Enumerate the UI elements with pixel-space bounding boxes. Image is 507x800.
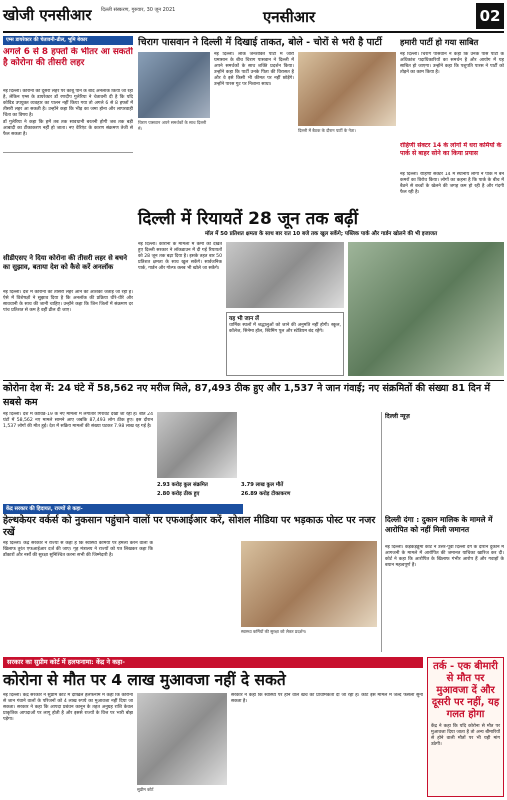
right-body-2: [400, 172, 504, 204]
top-story-headline[interactable]: चिराग पासवान ने दिल्ली में दिखाई ताकत, बोले - चोरों से भरी है पार्टी: [138, 37, 382, 48]
chirag-photo: [138, 52, 210, 118]
delhi-news-body-text: नई दिल्ली। कड़कड़डूमा कोर्ट ने उत्तर-पूर्वी दिल्ली दंगे के दौरान दुकान में आगजनी के मामले में आरोपित की जमानत याचिका खारिज कर दी। कोर्ट ने कहा कि आरोपित के खिलाफ गंभीर आरोप हैं और गवाहों के बयान महत्वपूर्ण हैं।: [385, 545, 504, 568]
kendra-body: [3, 541, 153, 653]
page-number: 02: [476, 3, 504, 29]
issue-line: दिल्ली संस्करण, गुरुवार, 30 जून 2021: [101, 7, 176, 13]
left-body-1-text: नई दिल्ली। कोरोना की दूसरी लहर पर काबू पाने के बाद अनलॉक किया जा रहा है, लेकिन एम्स के डायरेक्टर डॉ रणदीप गुलेरिया ने चेतावनी दी है कि यदि कोविड उपयुक्त व्यवहार का पालन नहीं किया गया तो अगले 6 से 8 हफ्तों में तीसरी लहर आ सकती है। उन्होंने कहा कि भीड़ का जमा होना और लापरवाही चिंता का विषय है।: [3, 89, 133, 118]
kendra-body-text: नई दिल्ली। केंद्र सरकार ने राज्यों से कहा है कि स्वास्थ्य कर्मियों पर हमला करने वालों के खिलाफ तुरंत एफआईआर दर्ज की जाए। गृह मंत्रालय ने राज्यों को पत्र लिखकर कहा कि डॉक्टरों और नर्सों की सुरक्षा सुनिश्चित करना सभी की जिम्मेदारी है।: [3, 541, 153, 558]
info-box-body: धार्मिक स्थलों में श्रद्धालुओं को जाने की अनुमति नहीं होगी। स्कूल, कॉलेज, सिनेमा हॉल, स्विमिंग पूल और स्टेडियम बंद रहेंगे।: [229, 323, 341, 334]
left-body-1: [3, 89, 133, 151]
left-headline[interactable]: अगले 6 से 8 हफ्तों के भीतर आ सकती है कोरोना की तीसरी लहर: [3, 47, 133, 68]
left-subhead[interactable]: सीडीएसए ने दिया कोरोना की तीसरी लहर से बचने का सुझाव, बताया देश को कैसे करें अनलॉक: [3, 254, 128, 271]
side-box: [427, 657, 504, 797]
corona-body-text: नई दिल्ली। देश में कोविड-19 के नए मामलों में लगातार गिरावट देखी जा रही है। बीते 24 घंटों में 58,562 नए मामले सामने आए जबकि 87,493 लोग ठीक हुए। इस दौरान 1,537 लोगों की मौत हुई। देश में सक्रिय मामलों की संख्या घटकर 7.98 लाख रह गई है।: [3, 412, 153, 429]
kendra-headline[interactable]: हेल्थकेयर वर्कर्स को नुकसान पहुंचाने वालों पर एफआईआर करें, सोशल मीडिया पर भड़काऊ पोस्ट पर नजर रखें: [3, 515, 376, 538]
divider: [3, 152, 133, 153]
delhi-news-label: दिल्ली न्यूज़: [385, 413, 410, 420]
info-box: [226, 312, 344, 376]
delhi-news-headline[interactable]: दिल्ली दंगा : दुकान मालिक के मामले में आरोपित को नहीं मिली जमानत: [385, 515, 493, 534]
stat-3: 3.79 लाख कुल मौतें: [241, 482, 284, 488]
kendra-caption: स्वास्थ्य कर्मियों की सुरक्षा को लेकर प्रदर्शन।: [241, 629, 307, 634]
stat-1: 2.93 करोड़ कुल संक्रमित: [157, 482, 208, 488]
top-story-caption-2: दिल्ली में बैठक के दौरान पार्टी के नेता।: [298, 128, 356, 133]
supreme-court-body-2: [231, 693, 423, 797]
top-story-body: [214, 52, 294, 182]
left-body-2-text: डॉ गुलेरिया ने कहा कि हमें तब तक सावधानी बरतनी होगी जब तक बड़ी आबादी का टीकाकरण नहीं हो जाता। नए वेरिएंट के कारण संक्रमण तेजी से फैल सकता है।: [3, 120, 133, 137]
meeting-photo: [298, 52, 396, 126]
right-story-body: [400, 52, 504, 140]
left-body-3: [3, 290, 133, 378]
right-subhead[interactable]: रोहिणी सेक्टर 14 के लोगों में धरा कर्मियों के पार्क से बाहर सोने का किया प्रयास: [400, 142, 502, 157]
top-story-caption-1: चिराग पासवान अपने समर्थकों के साथ दिल्ली में।: [138, 120, 207, 131]
india-gate-photo: [226, 242, 344, 308]
stat-4: 26.89 करोड़ टीकाकरण: [241, 491, 291, 497]
stat-2: 2.80 करोड़ ठीक हुए: [157, 491, 200, 497]
banner-body-text: नई दिल्ली। कोरोना के मामलों में कमी को देखते हुए दिल्ली सरकार ने लॉकडाउन में दी गई रियायतों को 28 जून तक बढ़ा दिया है। इसके तहत बार 50 प्रतिशत क्षमता के साथ खुल सकेंगे। सार्वजनिक पार्क, गार्डन और गोल्फ क्लब भी खोले जा सकेंगे।: [138, 242, 222, 271]
supreme-court-photo: [137, 693, 227, 785]
right-story-headline[interactable]: हमारी पार्टी हो गया साबित: [400, 37, 479, 47]
corona-body: [3, 412, 153, 500]
top-story-body-text: नई दिल्ली। लोक जनशक्ति पार्टी में जारी घमासान के बीच चिराग पासवान ने दिल्ली में अपने समर्थकों के साथ शक्ति प्रदर्शन किया। उन्होंने कहा कि पार्टी उनके पिता की विरासत है और वे इसे किसी भी कीमत पर नहीं छोड़ेंगे। उन्होंने पारस गुट पर निशाना साधा।: [214, 52, 294, 87]
vaccine-photo: [157, 412, 237, 478]
right-story-body-text: नई दिल्ली। चिराग पासवान ने कहा कि उनके पास पार्टी के अधिकांश पदाधिकारियों का समर्थन है और आयोग में यह साबित हो जाएगा। उन्होंने कहा कि पशुपति पारस ने पार्टी को तोड़ने का काम किया है।: [400, 52, 504, 75]
supreme-court-body: [3, 693, 133, 797]
delhi-news-divider: [381, 412, 382, 652]
info-box-head: यह भी जान लें: [229, 316, 259, 322]
left-tag: एम्स डायरेक्टर की चेतावनी-ढील, भूमि बेकार: [3, 36, 133, 45]
masthead: [3, 3, 504, 33]
supreme-court-caption: सुप्रीम कोर्ट: [137, 787, 154, 792]
side-box-body: केंद्र ने कहा कि यदि कोरोना से मौत पर मुआवजा दिया जाता है तो अन्य बीमारियों से होने वाली मौतों पर भी यही मांग उठेगी।: [431, 724, 500, 747]
supreme-court-tag: सरकार का सुप्रीम कोर्ट में हलफनामा: केंद्र ने कहा-: [3, 657, 423, 668]
kendra-tag: केंद्र सरकार की हिदायत, राज्यों से कहा-: [3, 504, 243, 514]
banner-body: [138, 242, 222, 376]
corona-headline[interactable]: कोरोना देश में: 24 घंटे में 58,562 नए मरीज मिले, 87,493 ठीक हुए और 1,537 ने जान गंवाई; नए संक्रमितों की संख्या 81 दिन में सबसे कम: [3, 380, 504, 410]
banner-subhead: मॉल में 50 प्रतिशत क्षमता के साथ बार रात 10 बजे तक खुल सकेंगे; पब्लिक पार्क और गार्डन खोलने की भी इजाजत: [204, 231, 438, 237]
delhi-news-body: [385, 545, 504, 653]
health-workers-photo: [241, 541, 377, 627]
side-box-headline[interactable]: तर्क - एक बीमारी से मौत पर मुआवजा दें और दूसरी पर नहीं, यह गलत होगा: [431, 661, 500, 720]
park-photo: [348, 242, 504, 376]
supreme-court-headline[interactable]: कोरोना से मौत पर 4 लाख मुआवजा नहीं दे सकते: [3, 671, 286, 689]
supreme-court-body-2-text: सरकार ने कहा कि स्वास्थ्य पर होने वाले खर्च को प्राथमिकता दी जा रही है। कोर्ट इस मामले में जल्द फैसला सुना सकता है।: [231, 693, 423, 704]
supreme-court-body-text: नई दिल्ली। केंद्र सरकार ने सुप्रीम कोर्ट में दाखिल हलफनामे में कहा कि कोरोना से जान गंवाने वालों के परिजनों को 4 लाख रुपये का मुआवजा नहीं दिया जा सकता। सरकार ने कहा कि आपदा प्रबंधन कानून के तहत अनुग्रह राशि केवल प्राकृतिक आपदाओं पर लागू होती है और इससे राज्यों के वित्त पर भारी बोझ पड़ेगा।: [3, 693, 133, 722]
banner-headline[interactable]: दिल्ली में रियायतें 28 जून तक बढ़ीं: [138, 209, 359, 229]
right-body-2-text: नई दिल्ली। रोहिणी सेक्टर 14 में स्थानीय लोगों ने पार्क में बने कमरों का विरोध किया। लोगों का कहना है कि पार्क के बीच में बैठने से बच्चों के खेलने की जगह कम हो रही है और गंदगी फैल रही है।: [400, 172, 504, 195]
left-body-3-text: नई दिल्ली। देश में कोरोना की तीसरी लहर आने की आशंका जताई जा रही है। ऐसे में विशेषज्ञों ने सुझाव दिया है कि अनलॉक की प्रक्रिया धीरे-धीरे और सावधानी के साथ की जानी चाहिए। उन्होंने कहा कि जिन जिलों में संक्रमण दर पांच प्रतिशत से कम है वहीं ढील दी जाए।: [3, 290, 133, 313]
newspaper-logo: खोजी एनसीआर: [3, 6, 92, 24]
section-name: एनसीआर: [263, 8, 316, 26]
